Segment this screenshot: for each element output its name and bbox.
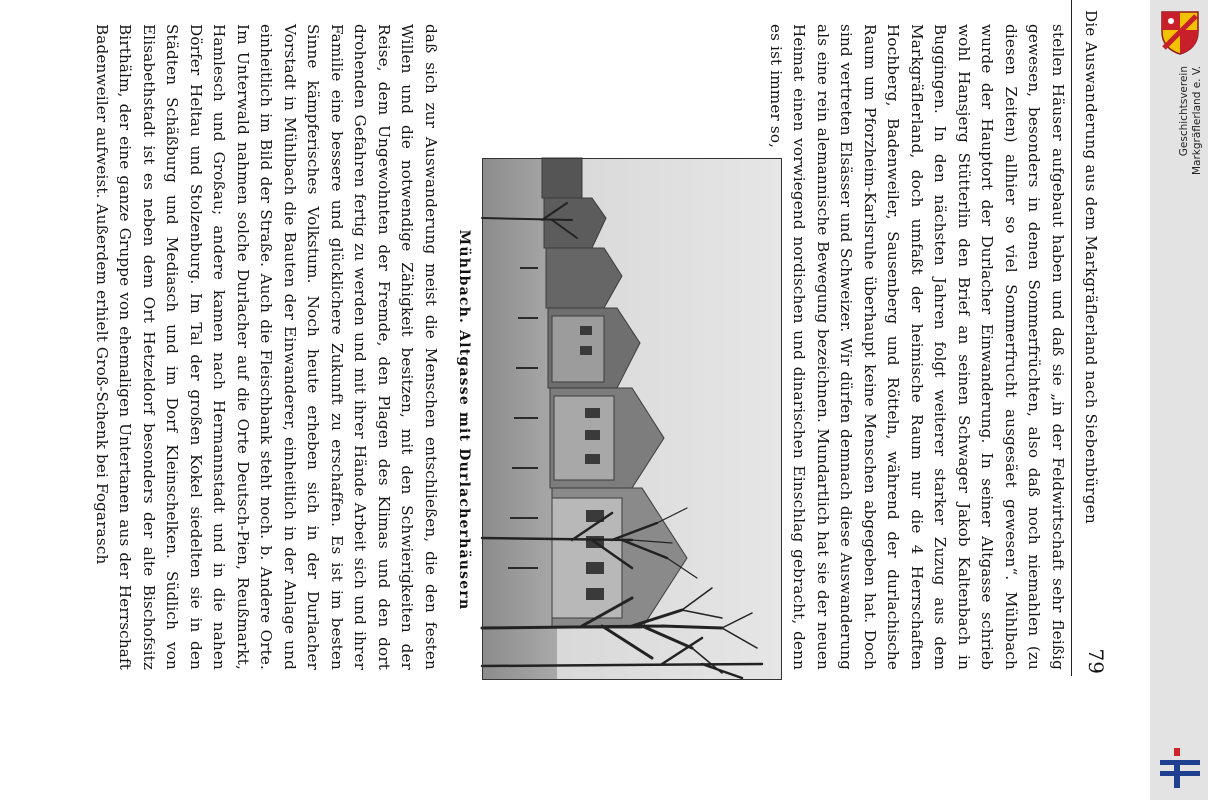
paragraph-bottom: daß sich zur Auswanderung meist die Menschen entschließen, die den festen Willen und die notwendige Zähigkeit besitzen, mit den Schwierigkeiten der Reise, dem Ungewohnten der Fremde, den Plagen des Klimas und den dort drohenden Gefahren fertig zu werden und mit ihrer Hände Arbeit sich und ihrer Familie eine bessere und glücklichere Zukunft zu erschaffen. Es ist im besten Sinne kämpferisches Volkstum. Noch heute erheben sich in der Durlacher Vorstadt in Mühlbach die Bauten der Einwanderer, einheitlich in der Anlage und einheitlich im Bild der Straße. Auch die Fleischbank steht noch. b. Andere Orte. Im Unterwald nahmen solche Durlacher auf die Orte Deutsch-Pien, Reußmarkt, Hamlesch und Großau; andere kamen nach Hermannstadt und in die nahen Dörfer Heltau und Stolzenburg. Im Tal der großen Kokel siedelten sie in den Städten Schäßburg und Mediasch und im Dorf Kleinschelken. Südlich von Elisabethstadt ist es neben dem Ort Hetzeldorf besonders der alte Bischofsitz Birthälm, der eine ganze Gruppe von ehemaligen Untertanen aus der Herrschaft Badenweiler aufweist. Außerdem erhielt Groß-Schenk bei Fogarasch: [93, 24, 440, 670]
photo-altgasse: [482, 158, 782, 680]
verein-line-2: Markgräflerland e. V.: [1191, 66, 1203, 176]
running-header: [1071, 0, 1116, 676]
running-head-title: Die Auswanderung aus dem Markgräflerland nach Siebenbürgen: [1082, 10, 1100, 524]
figure-caption: Mühlbach. Altgasse mit Durlacherhäusern: [456, 229, 472, 611]
page-number: 79: [1084, 648, 1108, 674]
verein-line-1: Geschichtsverein: [1178, 66, 1190, 157]
verein-crest-icon: [1156, 8, 1204, 56]
ub-freiburg-logo-icon: [1156, 744, 1204, 792]
verein-label: [1164, 66, 1208, 196]
paragraph-top: stellen Häuser aufgebaut haben und daß sie „in der Feldwirtschaft sehr fleißig gewesen, besonders in denen Sommerfrüchten, also daß noch niemahlen (zu diesen Zeiten) allhier so viel Sommerfrucht ausgesäet gewesen“. Mühlbach wurde der Hauptort der Durlacher Einwanderung. In seiner Altgasse schrieb wohl Hansjerg Stütterlin den Brief an seinen Schwager Jakob Kaltenbach in Buggingen. In den nächsten Jahren folgt weiterer starker Zuzug aus dem Markgräflerland, doch umfaßt der heimische Raum nur die 4 Herrschaften Hochberg, Badenweiler, Sausenberg und Rötteln, während der durlachische Raum um Pforzheim-Karlsruhe überhaupt keine Menschen abgegeben hat. Doch sind vertreten Elsässer und Schweizer. Wir dürfen demnach diese Auswanderung als eine rein alemannische Bewegung bezeichnen. Mundartlich hat sie der neuen Heimat einen vorwiegend nordischen und dinarischen Einschlag gebracht, denn es ist immer so,: [767, 24, 1067, 670]
